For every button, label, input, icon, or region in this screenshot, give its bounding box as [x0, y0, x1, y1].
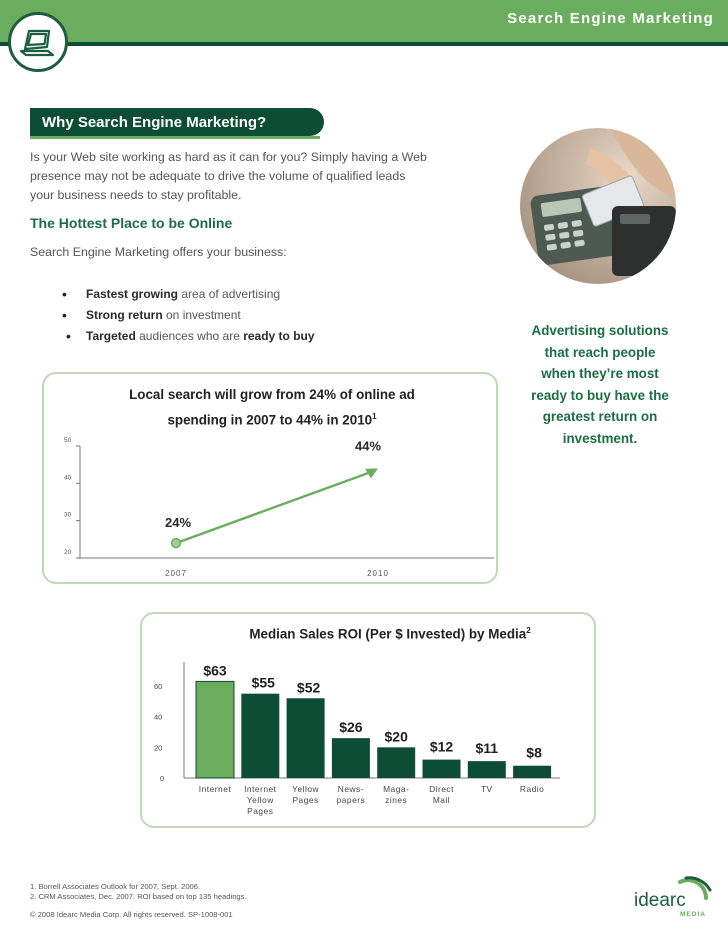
data-label: $11 — [475, 740, 499, 757]
intro-line: Is your Web site working as hard as it can for you? Simply having a Web — [30, 150, 427, 164]
payment-terminal-photo — [520, 128, 676, 284]
bullet-emphasis: Targeted — [86, 328, 136, 343]
quote-line: when they’re most — [541, 366, 659, 381]
bar — [468, 761, 506, 778]
x-tick-label: Internet — [198, 784, 232, 794]
section-heading: Why Search Engine Marketing? — [30, 108, 324, 136]
x-tick-label: Direct — [429, 784, 454, 794]
bullet-icon: • — [62, 306, 67, 323]
bullet-icon: • — [62, 285, 67, 302]
data-label: $52 — [296, 679, 321, 696]
bar — [377, 747, 415, 778]
list-item — [62, 283, 315, 304]
footnote-marker: 1 — [372, 412, 377, 421]
chart-title-line: Local search will grow from 24% of online ad — [129, 387, 415, 402]
y-tick-label: 20 — [64, 549, 72, 556]
subheading: The Hottest Place to be Online — [30, 215, 233, 231]
footnote: 2. CRM Associates, Dec. 2007. ROI based on top 135 headings. — [30, 892, 247, 901]
x-tick-label: Yellow — [292, 784, 320, 794]
bullet-emphasis: ready to buy — [243, 328, 315, 343]
y-tick-label: 20 — [154, 743, 163, 753]
data-label: $20 — [384, 728, 408, 745]
bar — [332, 738, 370, 778]
bar — [287, 698, 325, 778]
bullet-emphasis: Strong return — [86, 307, 163, 322]
benefit-list — [62, 283, 315, 346]
x-tick-label: 2007 — [165, 569, 187, 578]
x-tick-label: 2010 — [367, 569, 389, 578]
x-tick-label: Yellow — [246, 795, 274, 805]
data-label: $8 — [526, 744, 542, 761]
laptop-icon — [8, 12, 68, 72]
data-label: $26 — [339, 719, 363, 736]
x-tick-label: Mail — [432, 795, 451, 805]
idearc-logo — [630, 876, 712, 920]
line-chart-svg — [42, 372, 498, 584]
series-line — [176, 472, 370, 543]
bullet-text: audiences who are — [135, 328, 244, 343]
bar-chart-svg — [140, 612, 596, 828]
bullet-text: area of advertising — [178, 286, 281, 301]
x-tick-label: Pages — [292, 795, 319, 805]
intro-paragraph — [30, 148, 480, 205]
y-tick-label: 30 — [64, 511, 72, 519]
x-tick-label: TV — [480, 784, 493, 794]
list-item — [62, 325, 315, 346]
data-point — [172, 539, 181, 548]
quote-line: that reach people — [544, 344, 656, 360]
y-tick-label: 40 — [154, 712, 163, 722]
bar — [241, 694, 279, 778]
data-label: $63 — [203, 662, 227, 679]
bar — [513, 766, 551, 778]
data-label: 24% — [164, 515, 192, 531]
footnotes — [30, 882, 247, 902]
brand-sub: MEDIA — [680, 911, 706, 918]
roi-chart — [140, 612, 596, 828]
brand-name: idearc — [634, 890, 686, 911]
copyright: © 2008 Idearc Media Corp. All rights reserved. SP-1008-001 — [30, 910, 233, 919]
bar — [423, 760, 461, 778]
section-heading-rule — [30, 136, 320, 139]
chart-title-text: Median Sales ROI (Per $ Invested) by Media — [249, 626, 527, 642]
x-tick-label: Pages — [247, 806, 274, 816]
y-tick-label: 60 — [154, 682, 163, 691]
y-tick-label: 40 — [64, 474, 72, 482]
footnote-marker: 2 — [526, 626, 531, 635]
quote-line: investment. — [562, 430, 638, 446]
x-tick-label: Radio — [519, 784, 545, 794]
top-banner — [0, 0, 728, 42]
page-title: Search Engine Marketing — [507, 10, 714, 27]
bullet-emphasis: Fastest growing — [86, 286, 179, 301]
x-tick-label: papers — [336, 795, 366, 805]
y-tick-label: 0 — [160, 774, 165, 783]
banner-rule — [0, 42, 728, 46]
local-search-chart — [42, 372, 498, 584]
x-tick-label: Internet — [244, 784, 277, 794]
bullet-text: on investment — [162, 307, 241, 322]
chart-title-text: spending in 2007 to 44% in 2010 — [167, 412, 373, 428]
quote-line: ready to buy have the — [531, 387, 669, 403]
quote-line: greatest return on — [542, 409, 658, 424]
offers-text: Search Engine Marketing offers your business: — [30, 245, 287, 259]
data-label: $12 — [429, 738, 454, 755]
x-tick-label: News- — [337, 784, 365, 794]
data-label: $55 — [251, 674, 275, 691]
callout-quote — [508, 320, 692, 449]
list-item — [62, 304, 315, 325]
data-label: 44% — [354, 438, 382, 454]
x-tick-label: Maga- — [383, 784, 410, 794]
quote-line: Advertising solutions — [531, 323, 669, 338]
bullet-icon: • — [66, 327, 71, 344]
y-tick-label: 50 — [64, 437, 72, 444]
bar — [196, 681, 234, 778]
intro-line: presence may not be adequate to drive the volume of qualified leads — [30, 169, 406, 183]
intro-line: your business needs to stay profitable. — [30, 188, 242, 202]
x-tick-label: zines — [385, 795, 408, 805]
footnote: 1. Borrell Associates Outlook for 2007, Sept. 2006. — [30, 882, 201, 891]
